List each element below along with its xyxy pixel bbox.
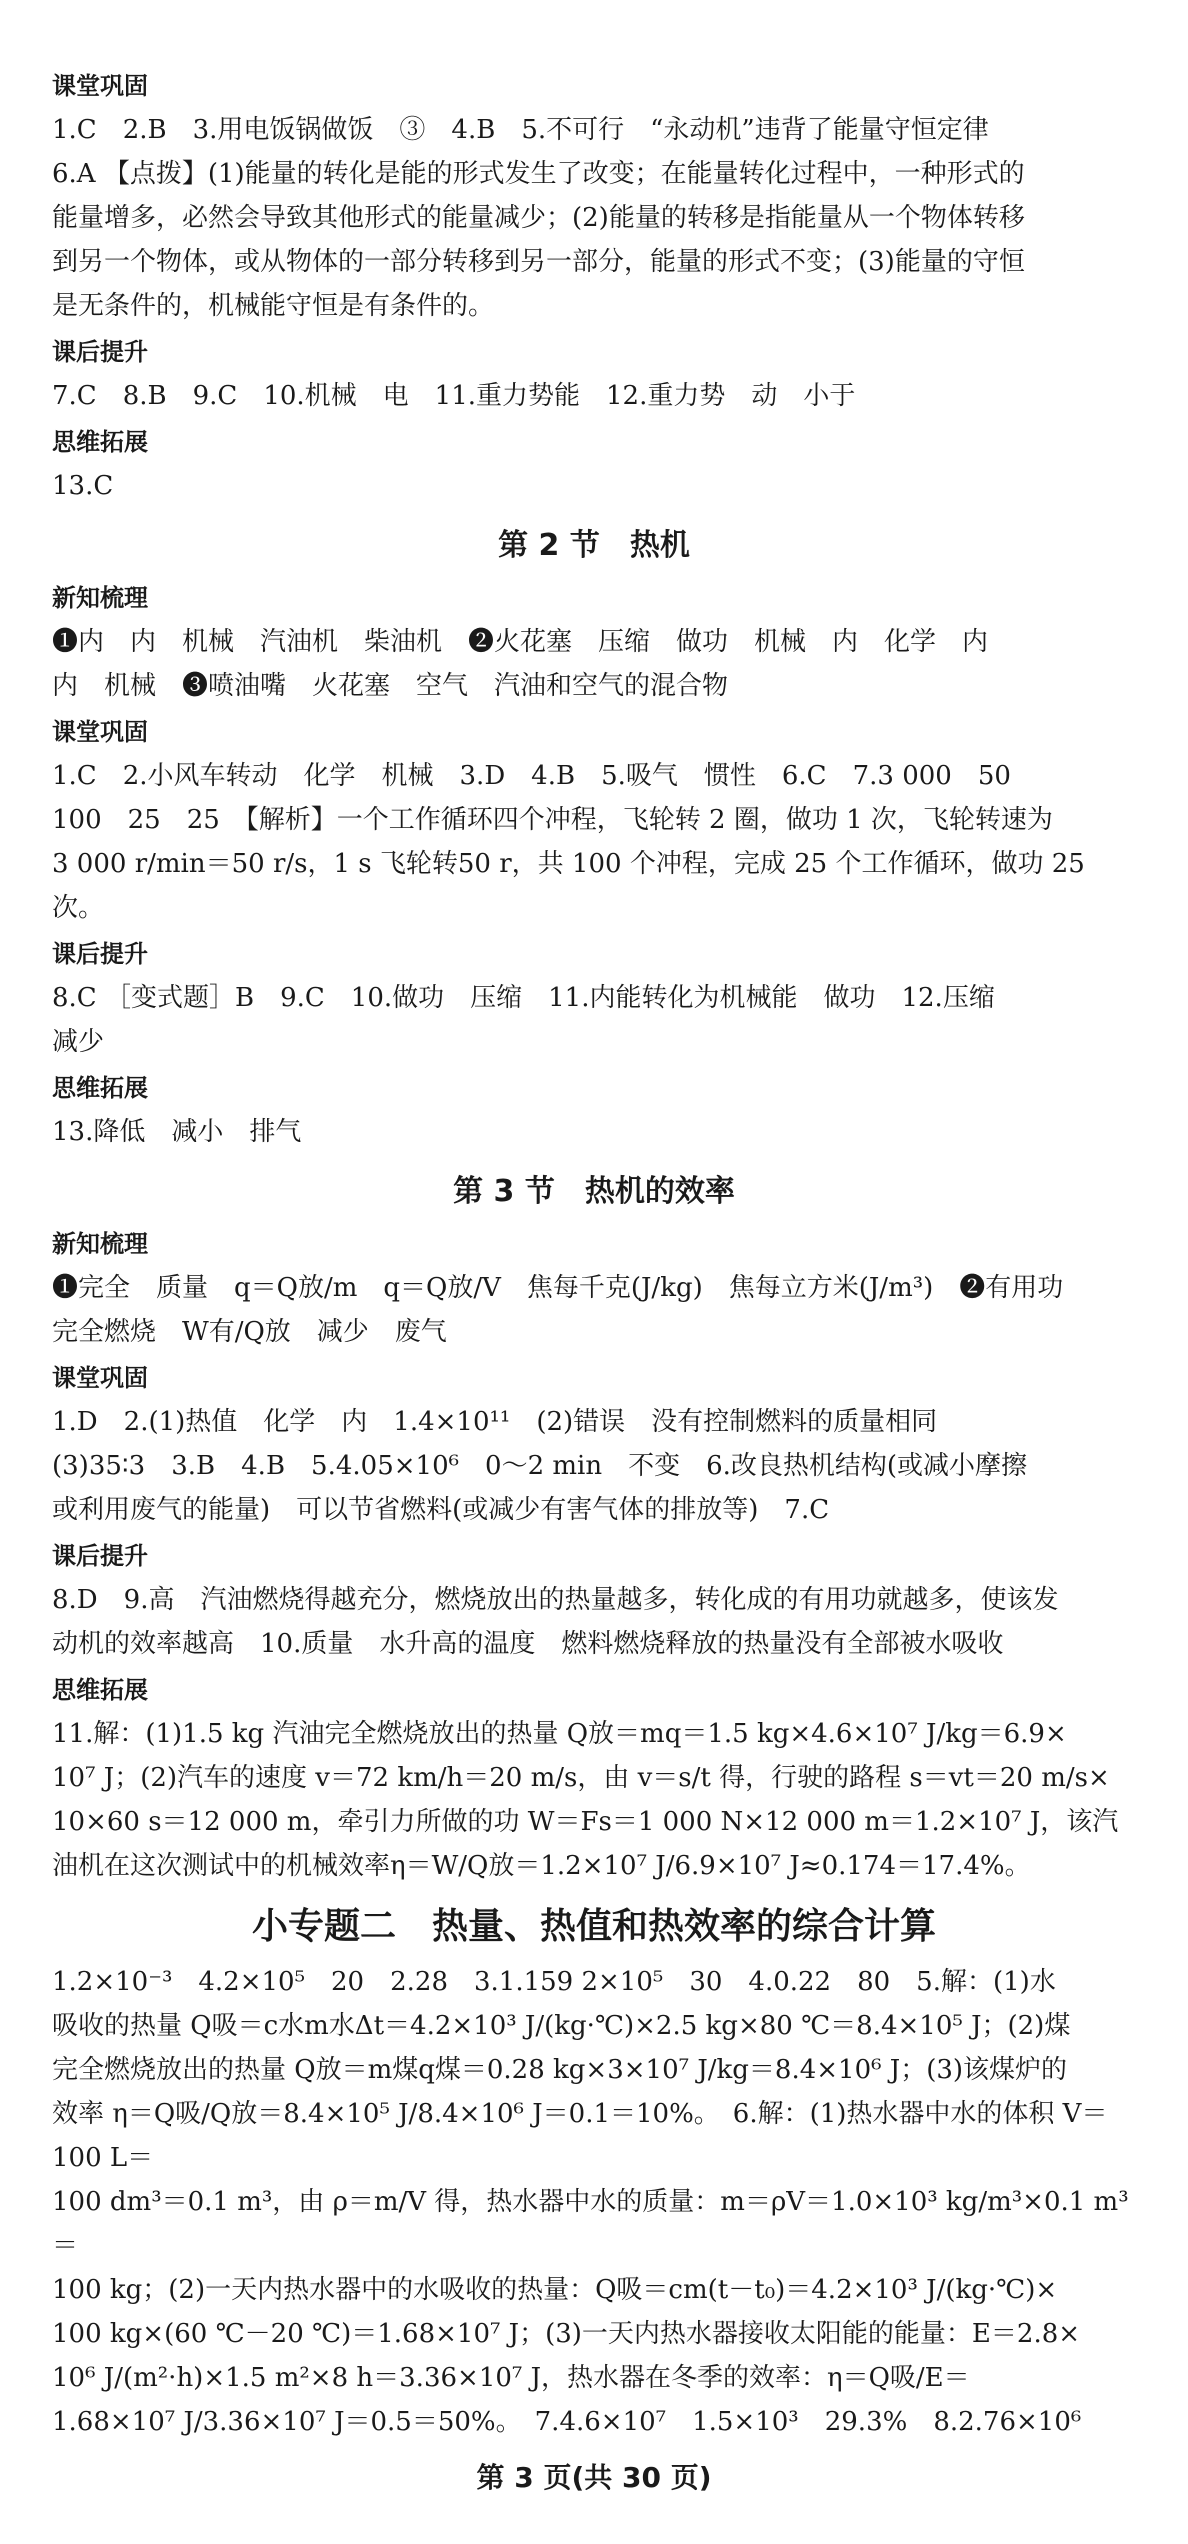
answer-line: 1.D 2.(1)热值 化学 内 1.4×10¹¹ (2)错误 没有控制燃料的质量相同 — [52, 1407, 938, 1437]
section-ketang-gonggu-2: 课堂巩固 — [52, 718, 148, 746]
answer-line: 或利用废气的能量) 可以节省燃料(或减少有害气体的排放等) 7.C — [52, 1495, 830, 1525]
special-topic-title: 小专题二 热量、热值和热效率的综合计算 — [251, 1906, 936, 1947]
answer-line: 到另一个物体，或从物体的一部分转移到另一部分，能量的形式不变；(3)能量的守恒 — [52, 247, 1025, 277]
answer-line: 100 25 25 【解析】一个工作循环四个冲程，飞轮转 2 圈，做功 1 次，飞轮转速为 — [52, 805, 1053, 835]
answer-line: 100 kg×(60 ℃－20 ℃)＝1.68×10⁷ J；(3)一天内热水器接收太阳能的能量：E＝2.8× — [52, 2319, 1081, 2349]
section-kehou-tisheng-3: 课后提升 — [52, 1542, 148, 1570]
answer-line: 能量增多，必然会导致其他形式的能量减少；(2)能量的转移是指能量从一个物体转移 — [52, 203, 1025, 233]
answer-line: 油机在这次测试中的机械效率η＝W/Q放＝1.2×10⁷ J/6.9×10⁷ J≈0.174＝17.4%。 — [52, 1851, 1031, 1881]
section-siwei-tuozhan-3: 思维拓展 — [52, 1676, 148, 1704]
answer-line: 7.C 8.B 9.C 10.机械 电 11.重力势能 12.重力势 动 小于 — [52, 381, 856, 411]
answer-line: 完全燃烧 W有/Q放 减少 废气 — [52, 1317, 447, 1347]
answer-line: 动机的效率越高 10.质量 水升高的温度 燃料燃烧释放的热量没有全部被水吸收 — [52, 1629, 1004, 1659]
section-ketang-gonggu-1: 课堂巩固 — [52, 72, 148, 100]
section-ketang-gonggu-3: 课堂巩固 — [52, 1364, 148, 1392]
answer-line: 1.C 2.小风车转动 化学 机械 3.D 4.B 5.吸气 惯性 6.C 7.3 000 50 — [52, 761, 1011, 791]
section-kehou-tisheng-1: 课后提升 — [52, 338, 148, 366]
answer-line: 6.A 【点拨】(1)能量的转化是能的形式发生了改变；在能量转化过程中，一种形式的 — [52, 159, 1025, 189]
answer-line: 1.68×10⁷ J/3.36×10⁷ J＝0.5＝50%。 7.4.6×10⁷ 1.5×10³ 29.3% 8.2.76×10⁶ — [52, 2407, 1082, 2437]
section-title-3: 第 3 节 热机的效率 — [453, 1174, 735, 1209]
answer-line: 8.C ［变式题］B 9.C 10.做功 压缩 11.内能转化为机械能 做功 12.压缩 — [52, 983, 995, 1013]
answer-line: 内 机械 ❸喷油嘴 火花塞 空气 汽油和空气的混合物 — [52, 671, 729, 701]
answer-line: 效率 η＝Q吸/Q放＝8.4×10⁵ J/8.4×10⁶ J＝0.1＝10%。 6.解：(1)热水器中水的体积 V＝100 L＝ — [52, 2099, 1108, 2173]
answer-line: 1.C 2.B 3.用电饭锅做饭 ③ 4.B 5.不可行 “永动机”违背了能量守恒定律 — [52, 115, 989, 145]
answer-line: (3)35∶3 3.B 4.B 5.4.05×10⁶ 0～2 min 不变 6.改良热机结构(或减小摩擦 — [52, 1451, 1028, 1481]
answer-line: 3 000 r/min＝50 r/s，1 s 飞轮转50 r，共 100 个冲程，完成 25 个工作循环，做功 25 次。 — [52, 849, 1094, 923]
answer-line: 10⁶ J/(m²·h)×1.5 m²×8 h＝3.36×10⁷ J，热水器在冬季的效率：η＝Q吸/E＝ — [52, 2363, 970, 2393]
section-kehou-tisheng-2: 课后提升 — [52, 940, 148, 968]
answer-line: 100 dm³＝0.1 m³，由 ρ＝m/V 得，热水器中水的质量：m＝ρV＝1.0×10³ kg/m³×0.1 m³＝ — [52, 2187, 1129, 2261]
answer-line: 1.2×10⁻³ 4.2×10⁵ 20 2.28 3.1.159 2×10⁵ 30 4.0.22 80 5.解：(1)水 — [52, 1967, 1056, 1997]
section-xinzhi-shuli-2: 新知梳理 — [52, 584, 148, 612]
section-siwei-tuozhan-1: 思维拓展 — [52, 428, 148, 456]
answer-line: 13.降低 减小 排气 — [52, 1117, 302, 1147]
page-footer: 第 3 页(共 30 页) — [476, 2461, 712, 2494]
section-siwei-tuozhan-2: 思维拓展 — [52, 1074, 148, 1102]
answer-line: ❶完全 质量 q＝Q放/m q＝Q放/V 焦每千克(J/kg) 焦每立方米(J/m³) ❷有用功 — [52, 1273, 1064, 1303]
answer-line: 减少 — [52, 1027, 105, 1057]
answer-line: 13.C — [52, 471, 114, 501]
answer-line: 是无条件的，机械能守恒是有条件的。 — [52, 291, 495, 321]
answer-line: 11.解：(1)1.5 kg 汽油完全燃烧放出的热量 Q放＝mq＝1.5 kg×4.6×10⁷ J/kg＝6.9× — [52, 1719, 1067, 1749]
answer-line: 10⁷ J；(2)汽车的速度 v＝72 km/h＝20 m/s，由 v＝s/t 得，行驶的路程 s＝vt＝20 m/s× — [52, 1763, 1110, 1793]
answer-line: 10×60 s＝12 000 m，牵引力所做的功 W＝Fs＝1 000 N×12 000 m＝1.2×10⁷ J，该汽 — [52, 1807, 1119, 1837]
answer-line: 完全燃烧放出的热量 Q放＝m煤q煤＝0.28 kg×3×10⁷ J/kg＝8.4×10⁶ J；(3)该煤炉的 — [52, 2055, 1068, 2085]
answer-line: ❶内 内 机械 汽油机 柴油机 ❷火花塞 压缩 做功 机械 内 化学 内 — [52, 627, 989, 657]
answer-line: 吸收的热量 Q吸＝c水m水Δt＝4.2×10³ J/(kg·℃)×2.5 kg×80 ℃＝8.4×10⁵ J；(2)煤 — [52, 2011, 1071, 2041]
section-xinzhi-shuli-3: 新知梳理 — [52, 1230, 148, 1258]
answer-line: 100 kg；(2)一天内热水器中的水吸收的热量：Q吸＝cm(t－t₀)＝4.2×10³ J/(kg·℃)× — [52, 2275, 1058, 2305]
section-title-2: 第 2 节 热机 — [498, 528, 690, 563]
answer-line: 8.D 9.高 汽油燃烧得越充分，燃烧放出的热量越多，转化成的有用功就越多，使该发 — [52, 1585, 1059, 1615]
